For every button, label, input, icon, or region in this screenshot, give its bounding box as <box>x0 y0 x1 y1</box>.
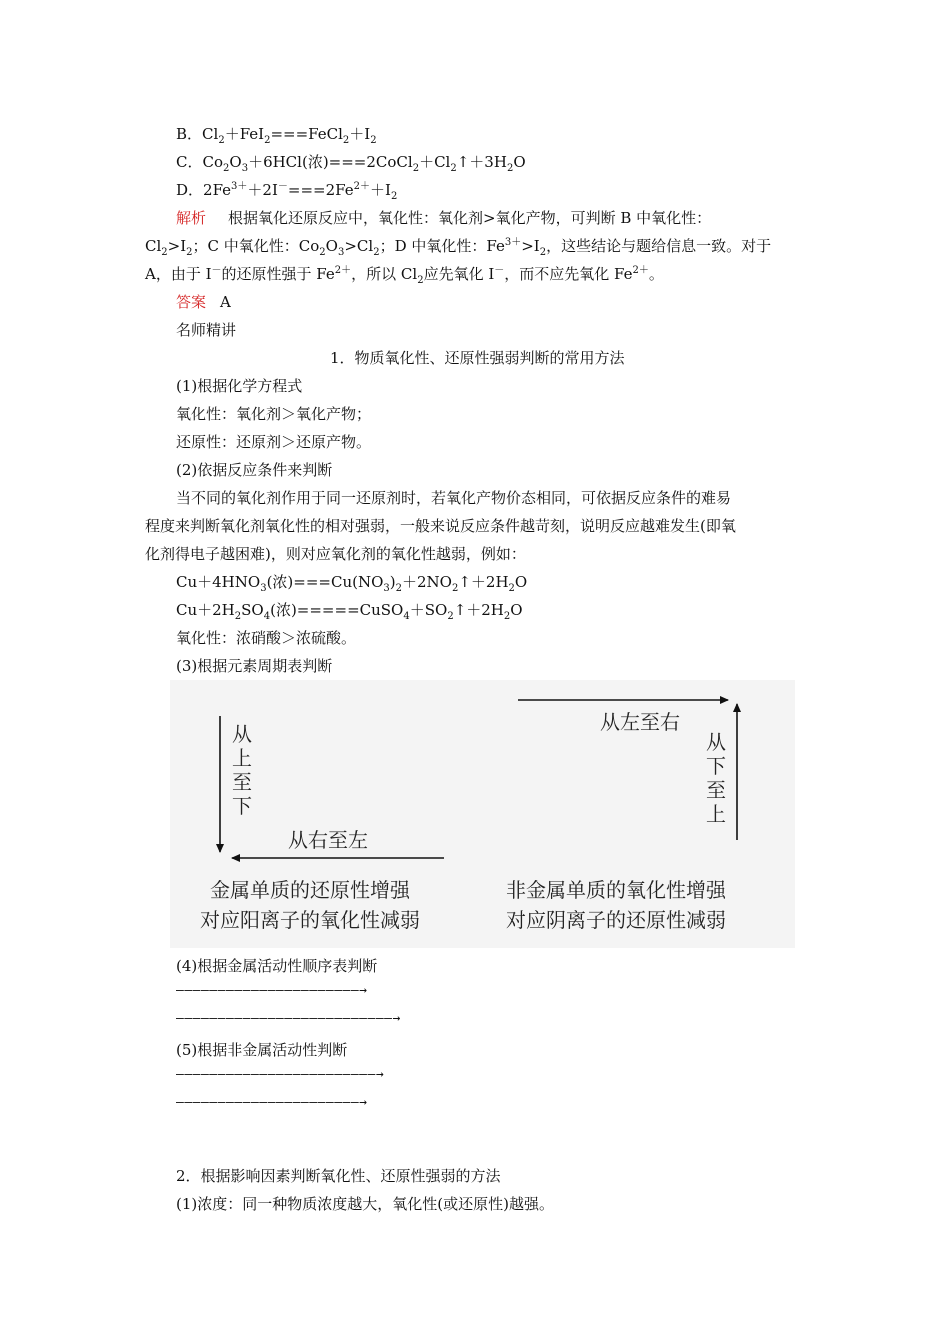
periodic-trend-figure <box>170 680 795 948</box>
option-b: B．$Cl_2+FeI_2===FeCl_2+I_2$ <box>176 125 377 146</box>
label-bottom-to-top: 从下至上 <box>706 730 726 826</box>
metal-trend-line-1: 金属单质的还原性增强 <box>210 878 410 902</box>
method-4-title: (4)根据金属活动性顺序表判断 <box>176 957 378 975</box>
label-right-to-left: 从右至左 <box>288 828 368 852</box>
method-2-title: (2)依据反应条件来判断 <box>176 461 333 479</box>
method-2-para-1: 当不同的氧化剂作用于同一还原剂时，若氧化产物价态相同，可依据反应条件的难易 <box>176 489 732 507</box>
method-2-para-2: 程度来判断氧化剂氧化性的相对强弱，一般来说反应条件越苛刻，说明反应越难发生(即氧 <box>145 517 736 535</box>
nonmetal-trend-line-1: 非金属单质的氧化性增强 <box>506 878 726 902</box>
option-c: C．$Co_2O_3+6HCl$(浓)$===2CoCl_2+Cl_2↑+3H_2O$ <box>176 153 526 174</box>
method-2-conclusion: 氧化性：浓硝酸＞浓硫酸。 <box>176 629 357 647</box>
heading-1: 1．物质氧化性、还原性强弱判断的常用方法 <box>330 349 625 367</box>
method-1-line-2: 还原性：还原剂＞还原产物。 <box>176 433 372 451</box>
analysis-line-1: 解析 根据氧化还原反应中，氧化性：氧化剂>氧化产物，可判断 B 中氧化性： <box>176 209 712 227</box>
equation-2: $Cu+2H_2SO_4$(浓)$=====CuSO_4+SO_2↑+2H_2O$ <box>176 601 523 622</box>
answer-value: A <box>220 293 231 311</box>
method-3-title: (3)根据元素周期表判断 <box>176 657 333 675</box>
metal-activity-arrow-1: ——————————————————————→ <box>176 983 368 998</box>
heading-2: 2．根据影响因素判断氧化性、还原性强弱的方法 <box>176 1167 501 1185</box>
metal-activity-arrow-2: ——————————————————————————→ <box>176 1011 401 1026</box>
nonmetal-activity-arrow-2: ——————————————————————→ <box>176 1095 368 1110</box>
nonmetal-trend-line-2: 对应阴离子的还原性减弱 <box>506 908 726 932</box>
method-2-para-3: 化剂得电子越困难)，则对应氧化剂的氧化性越弱，例如： <box>145 545 526 563</box>
label-top-to-bottom: 从上至下 <box>232 722 252 818</box>
method-1-title: (1)根据化学方程式 <box>176 377 303 395</box>
answer-line <box>176 292 231 312</box>
method-1-line-1: 氧化性：氧化剂＞氧化产物； <box>176 405 372 423</box>
label-left-to-right: 从左至右 <box>600 710 680 734</box>
equation-1: $Cu+4HNO_3$(浓)$===Cu(NO_3)_2+2NO_2↑+2H_2O$ <box>176 573 528 594</box>
answer-label: 答案 <box>176 293 207 311</box>
analysis-line-2: $Cl_2>I_2$；C 中氧化性：$Co_2O_3>Cl_2$；D 中氧化性：$Fe^{3+}>I_2$，这些结论与题给信息一致。对于 <box>145 237 772 258</box>
analysis-line-3: A，由于 I－的还原性强于 $Fe^{2+}$，所以 $Cl_2$应先氧化 I－，而不应先氧化 $Fe^{2+}$。 <box>145 265 664 286</box>
section-title: 名师精讲 <box>176 321 237 339</box>
method-5-title: (5)根据非金属活动性判断 <box>176 1041 348 1059</box>
analysis-label: 解析 <box>176 209 207 227</box>
factor-1-concentration: (1)浓度：同一种物质浓度越大，氧化性(或还原性)越强。 <box>176 1195 554 1213</box>
nonmetal-activity-arrow-1: ————————————————————————→ <box>176 1067 385 1082</box>
metal-trend-line-2: 对应阳离子的氧化性减弱 <box>200 908 420 932</box>
option-d: D．$2Fe^{3+}+2I^-===2Fe^{2+}+I_2$ <box>176 181 398 202</box>
